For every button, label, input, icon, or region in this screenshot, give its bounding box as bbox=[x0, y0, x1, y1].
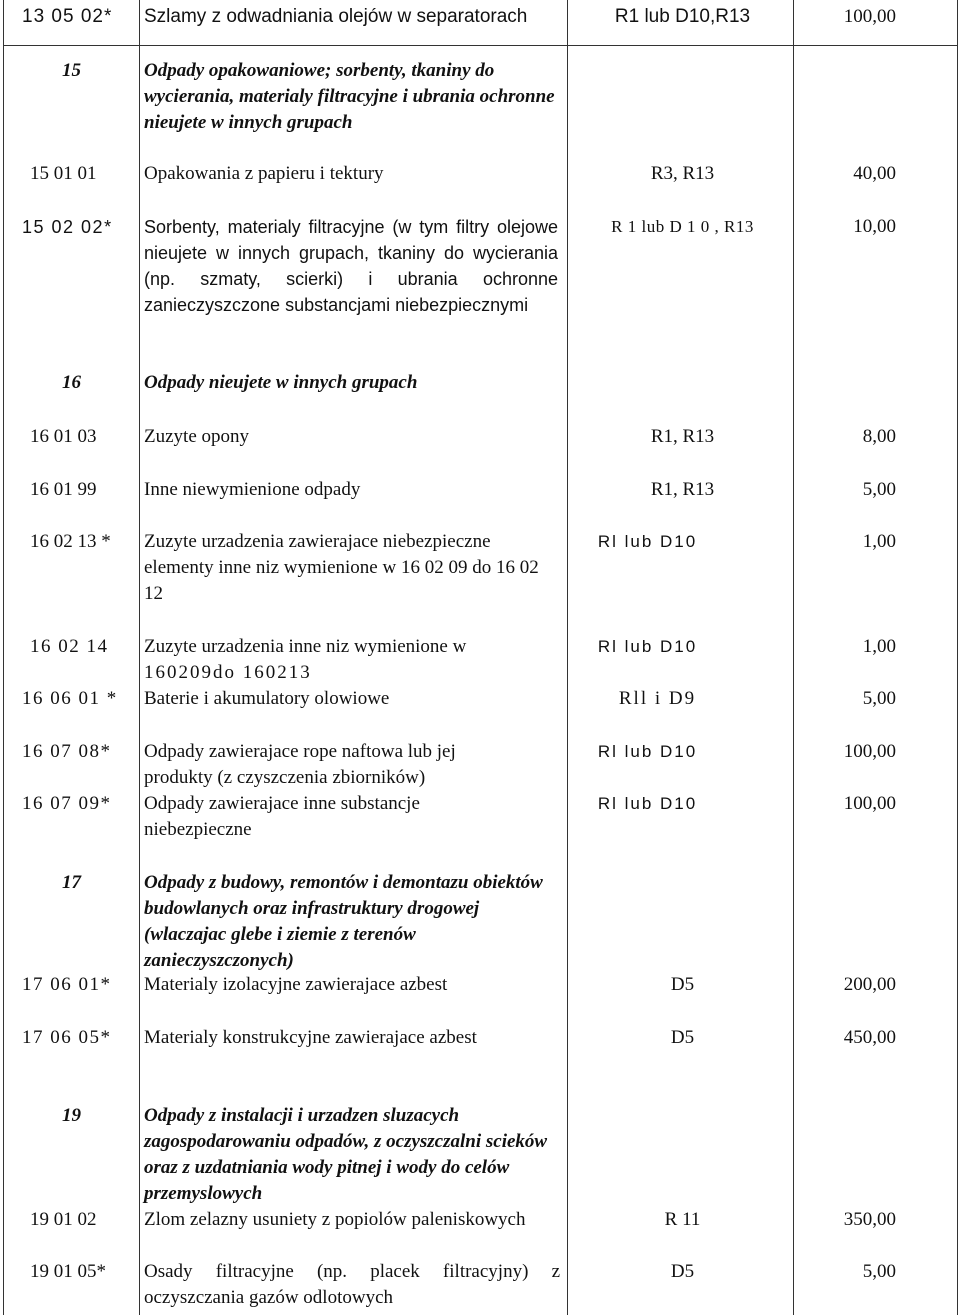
waste-description: Sorbenty, materialy filtracyjne (w tym filtry olejowe nieujete w innych grupach, tkaniny do wycierania (np. szmaty, scierki) i ubrania ochronne zanieczyszczone substancjami niebezpiecznymi bbox=[144, 217, 558, 315]
waste-description: Zuzyte opony bbox=[144, 426, 250, 447]
quantity: 5,00 bbox=[862, 1261, 896, 1282]
waste-code: 16 02 14 bbox=[30, 636, 109, 657]
waste-description: Materialy izolacyjne zawierajace azbest bbox=[144, 974, 448, 995]
quantity: 1,00 bbox=[862, 636, 896, 657]
group-description: Odpady nieujete w innych grupach bbox=[144, 372, 418, 393]
column-divider bbox=[793, 0, 794, 1315]
waste-code: 16 01 03 bbox=[30, 426, 97, 447]
waste-description: Opakowania z papieru i tektury bbox=[144, 163, 384, 184]
quantity: 100,00 bbox=[843, 793, 896, 814]
group-description: Odpady opakowaniowe; sorbenty, tkaniny do wycierania, materialy filtracyjne i ubrania ochronne nieujete w innych grupach bbox=[144, 60, 555, 133]
quantity: 5,00 bbox=[862, 688, 896, 709]
waste-code: 16 01 99 bbox=[30, 479, 97, 500]
waste-code: 19 01 05* bbox=[30, 1261, 106, 1282]
table-border-right bbox=[957, 0, 958, 1315]
waste-code: 15 01 01 bbox=[30, 163, 97, 184]
process-code: D5 bbox=[670, 974, 695, 995]
waste-code: 19 01 02 bbox=[30, 1209, 97, 1230]
process-code: R 11 bbox=[664, 1209, 701, 1230]
waste-description-continuation: 160209do 160213 bbox=[144, 662, 312, 683]
waste-description: Odpady zawierajace rope naftowa lub jej produkty (z czyszczenia zbiorników) bbox=[144, 741, 456, 788]
waste-code: 17 06 05* bbox=[22, 1027, 112, 1048]
waste-code: 16 07 09* bbox=[22, 793, 112, 814]
process-code: Rll i D9 bbox=[618, 688, 697, 709]
waste-description: Materialy konstrukcyjne zawierajace azbest bbox=[144, 1027, 477, 1048]
quantity: 40,00 bbox=[853, 163, 896, 184]
quantity: 8,00 bbox=[862, 426, 896, 447]
process-code: Rl lub D10 bbox=[597, 742, 698, 761]
process-code: R1, R13 bbox=[650, 426, 715, 447]
process-code: Rl lub D10 bbox=[597, 637, 698, 656]
table-border-left bbox=[3, 0, 4, 1315]
quantity: 350,00 bbox=[843, 1209, 896, 1230]
waste-description: Baterie i akumulatory olowiowe bbox=[144, 688, 390, 709]
process-code: Rl lub D10 bbox=[597, 794, 698, 813]
group-code: 19 bbox=[62, 1105, 81, 1126]
waste-description: Osady filtracyjne (np. placek filtracyjny) z oczyszczania gazów odlotowych bbox=[144, 1261, 560, 1308]
quantity: 200,00 bbox=[843, 974, 896, 995]
waste-description: Szlamy z odwadniania olejów w separatorach bbox=[144, 6, 528, 27]
process-code: R 1 lub D 1 0 , R13 bbox=[611, 217, 754, 236]
quantity: 100,00 bbox=[843, 741, 896, 762]
process-code: Rl lub D10 bbox=[597, 532, 698, 551]
waste-description: Zuzyte urzadzenia inne niz wymienione w bbox=[144, 636, 467, 657]
waste-code: 16 07 08* bbox=[22, 741, 112, 762]
group-description: Odpady z budowy, remontów i demontazu obiektów budowlanych oraz infrastruktury drogowej (wlaczajac glebe i ziemie z terenów zanieczyszczonych) bbox=[144, 872, 543, 971]
process-code: R3, R13 bbox=[650, 163, 715, 184]
waste-code: 13 05 02* bbox=[22, 6, 113, 27]
row-divider bbox=[3, 45, 957, 46]
waste-description: Zuzyte urzadzenia zawierajace niebezpieczne elementy inne niz wymienione w 16 02 09 do 16 02 12 bbox=[144, 531, 539, 604]
waste-code: 15 02 02* bbox=[22, 217, 113, 237]
group-code: 17 bbox=[62, 872, 81, 893]
process-code: D5 bbox=[670, 1027, 695, 1048]
quantity: 1,00 bbox=[862, 531, 896, 552]
group-description: Odpady z instalacji i urzadzen sluzacych zagospodarowaniu odpadów, z oczyszczalni scieków oraz z uzdatniania wody pitnej i wody do celów przemyslowych bbox=[144, 1105, 548, 1204]
waste-description: Odpady zawierajace inne substancje niebezpieczne bbox=[144, 793, 420, 840]
process-code: D5 bbox=[670, 1261, 695, 1282]
group-code: 15 bbox=[62, 60, 81, 81]
quantity: 100,00 bbox=[843, 6, 896, 27]
waste-code: 17 06 01* bbox=[22, 974, 112, 995]
waste-description: Inne niewymienione odpady bbox=[144, 479, 361, 500]
waste-description: Zlom zelazny usuniety z popiolów paleniskowych bbox=[144, 1209, 526, 1230]
quantity: 450,00 bbox=[843, 1027, 896, 1048]
process-code: R1 lub D10,R13 bbox=[614, 6, 751, 27]
process-code: R1, R13 bbox=[650, 479, 715, 500]
waste-code: 16 06 01 * bbox=[22, 688, 118, 709]
group-code: 16 bbox=[62, 372, 81, 393]
waste-code: 16 02 13 * bbox=[30, 531, 111, 552]
quantity: 5,00 bbox=[862, 479, 896, 500]
quantity: 10,00 bbox=[853, 216, 896, 237]
